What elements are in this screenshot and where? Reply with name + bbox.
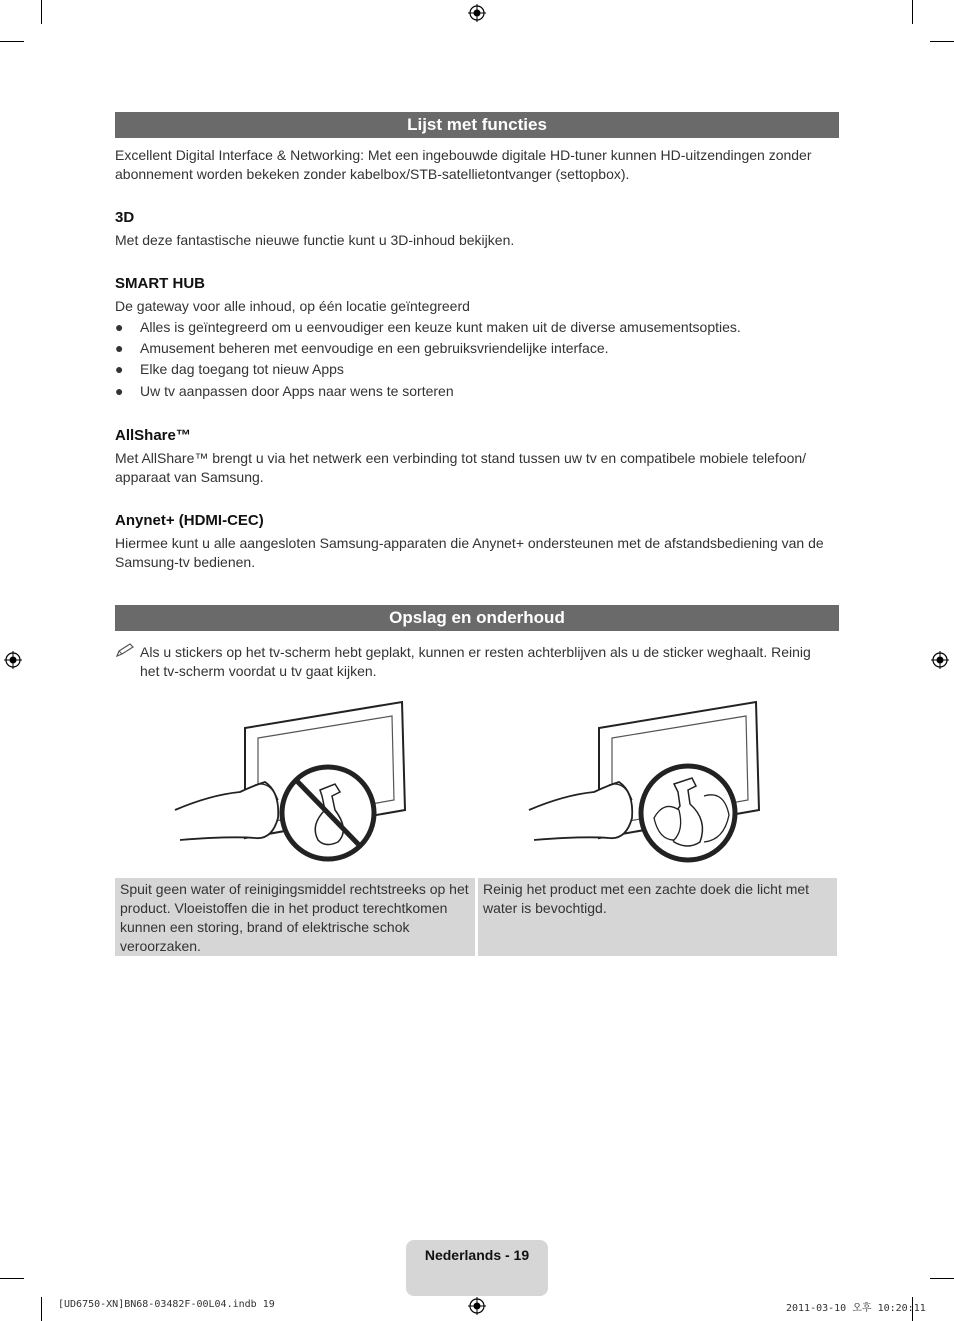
feature-text-3d: Met deze fantastische nieuwe functie kunt u 3D-inhoud bekijken. [115,232,515,248]
bullet-text: Uw tv aanpassen door Apps naar wens te sorteren [140,383,454,399]
feature-text-smart-hub: De gateway voor alle inhoud, op één locatie geïntegreerd [115,298,470,314]
crosshair-registration-icon [468,4,486,22]
crosshair-registration-icon [931,651,949,669]
crop-mark [41,0,42,24]
pencil-note-icon [115,642,135,658]
caption-soft-cloth: Reinig het product met een zachte doek die licht met water is bevochtigd. [478,878,837,956]
crop-mark [930,1278,954,1279]
section-header-features: Lijst met functies [115,112,839,138]
crop-mark [0,41,24,42]
feature-heading-allshare: AllShare™ [115,427,191,444]
feature-text-anynet: Hiermee kunt u alle aangesloten Samsung-apparaten die Anynet+ ondersteunen met de afstandsbediening van de Samsung-tv bedienen. [115,535,824,570]
crop-mark [0,1278,24,1279]
bullet-text: Amusement beheren met eenvoudige en een gebruiksvriendelijke interface. [140,340,609,356]
illustration-no-spray [170,700,410,865]
page-number-label: Nederlands - 19 [406,1240,548,1296]
illustration-soft-cloth [524,700,764,865]
intro-text: Excellent Digital Interface & Networking: Met een ingebouwde digitale HD-tuner kunnen HD-uitzendingen zonder abonnement worden bekeken zonder kabelbox/STB-satellietontvanger (settopbox). [115,147,812,182]
caption-no-spray: Spuit geen water of reinigingsmiddel rechtstreeks op het product. Vloeistoffen die in het product terechtkomen kunnen een storing, brand of elektrische schok veroorzaken. [115,878,475,956]
footer-timestamp: 2011-03-10 오후 10:20:11 [786,1303,926,1314]
feature-text-allshare: Met AllShare™ brengt u via het netwerk een verbinding tot stand tussen uw tv en compatibele mobiele telefoon/ apparaat van Samsung. [115,450,807,485]
bullet-text: Elke dag toegang tot nieuw Apps [140,361,344,377]
feature-heading-smart-hub: SMART HUB [115,275,205,292]
crosshair-registration-icon [4,651,22,669]
section-header-storage: Opslag en onderhoud [115,605,839,631]
bullet-text: Alles is geïntegreerd om u eenvoudiger een keuze kunt maken uit de diverse amusementsopties. [140,319,741,335]
footer-filename: [UD6750-XN]BN68-03482F-00L04.indb 19 [58,1299,275,1310]
crop-mark [41,1297,42,1321]
feature-heading-anynet: Anynet+ (HDMI-CEC) [115,512,264,529]
crop-mark [912,0,913,24]
note-text: Als u stickers op het tv-scherm hebt geplakt, kunnen er resten achterblijven als u de sticker weghaalt. Reinig het tv-scherm voordat u tv gaat kijken. [140,644,811,679]
crop-mark [930,41,954,42]
feature-heading-3d: 3D [115,209,135,226]
crosshair-registration-icon [468,1297,486,1315]
